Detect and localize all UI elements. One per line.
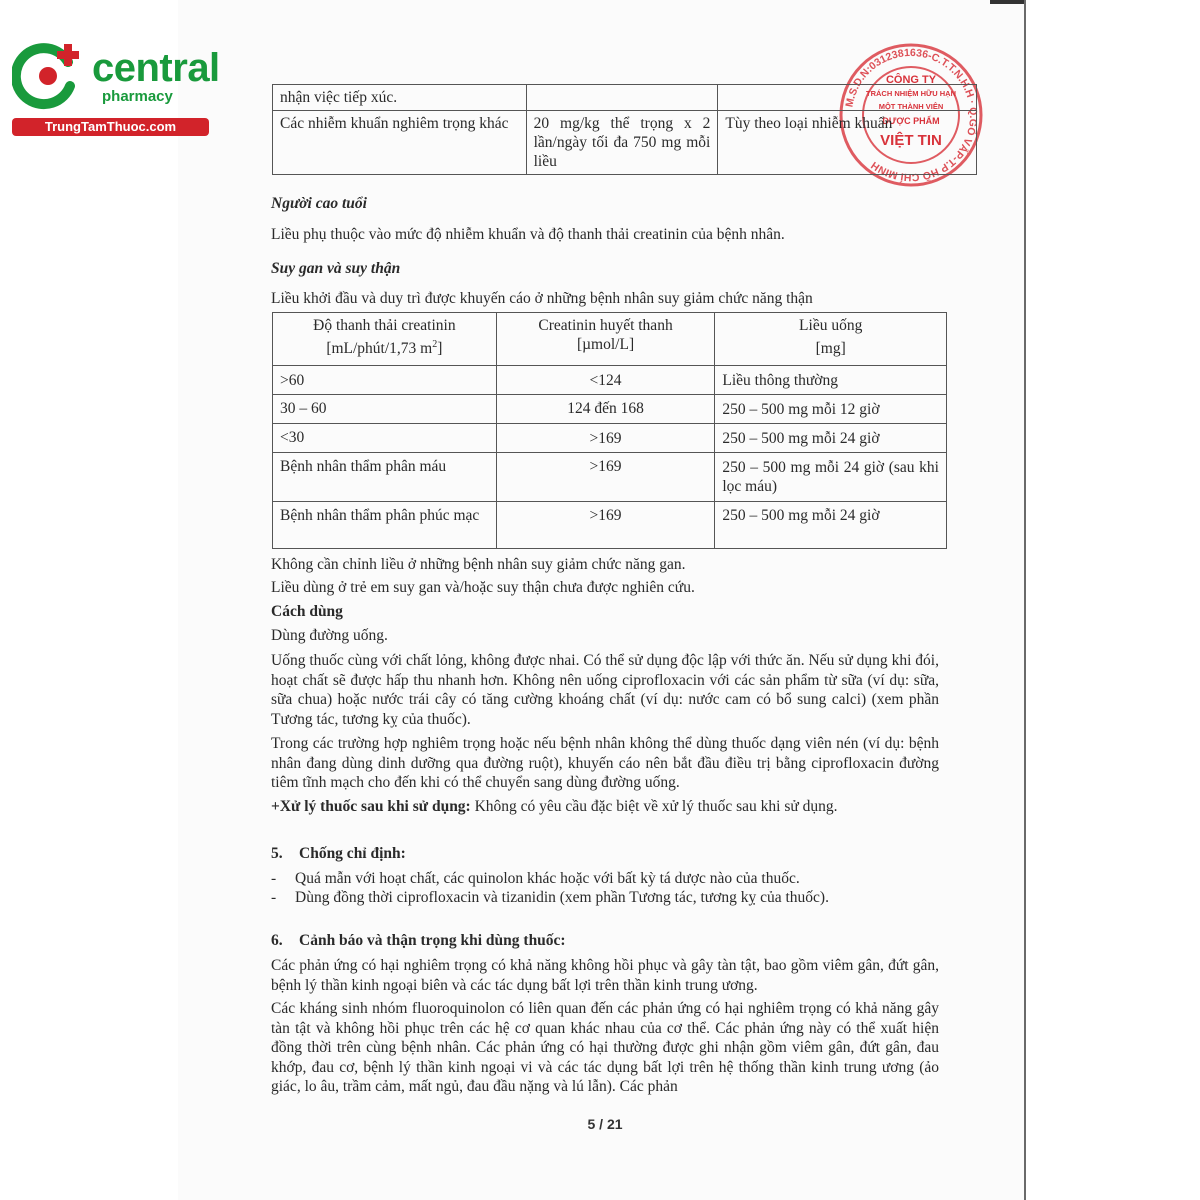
list-item: - Quá mẫn với hoạt chất, các quinolon khác hoặc với bất kỳ tá dược nào của thuốc. <box>271 870 800 887</box>
elderly-text: Liều phụ thuộc vào mức độ nhiễm khuẩn và độ thanh thải creatinin của bệnh nhân. <box>271 226 785 243</box>
heading-elderly: Người cao tuổi <box>271 195 367 212</box>
seal-line-3: MỘT THÀNH VIÊN <box>878 102 944 111</box>
table-cell: Bệnh nhân thẩm phân phúc mạc <box>273 502 497 549</box>
table-cell: 250 – 500 mg mỗi 24 giờ <box>715 424 947 453</box>
section-5-heading: 5. Chống chỉ định: <box>271 845 406 862</box>
table-cell: <30 <box>273 424 497 453</box>
renal-dosage-table <box>272 312 947 549</box>
table-row <box>273 366 947 395</box>
table-header-row <box>273 313 947 366</box>
dosage-table-continued <box>272 84 977 175</box>
usage-paragraph-1: Uống thuốc cùng với chất lỏng, không được nhai. Có thể sử dụng độc lập với thức ăn. Nếu sử dụng khi đói, hoạt chất sẽ được hấp thu nhanh hơn. Không nên uống ciprofloxacin với các sản phẩm từ sữa (ví dụ: sữa, sữa chua) hoặc nước trái cây có tăng cường khoáng chất (ví dụ: nước cam có bổ sung calci) (xem phần Tương tác, tương kỵ của thuốc). <box>271 652 939 728</box>
table-cell: >169 <box>496 453 715 502</box>
table-cell: 250 – 500 mg mỗi 12 giờ <box>715 395 947 424</box>
disposal-text: Không có yêu cầu đặc biệt về xử lý thuốc sau khi sử dụng. <box>470 798 838 815</box>
renal-intro: Liều khởi đầu và duy trì được khuyến cáo ở những bệnh nhân suy giảm chức năng thận <box>271 290 813 307</box>
heading-hepatic-renal: Suy gan và suy thận <box>271 260 401 277</box>
table-cell: >169 <box>496 502 715 549</box>
svg-text:M.S.D.N:0312381636-C.T.T.N.H.H: M.S.D.N:0312381636-C.T.T.N.H.H · Q.GÒ VẤP-T.P HỒ CHÍ MINH <box>843 46 980 184</box>
warning-paragraph-1: Các phản ứng có hại nghiêm trọng có khả năng không hồi phục và gây tàn tật, bao gồm viêm gân, đứt gân, bệnh lý thần kinh ngoại biên và các tác dụng bất lợi trên thần kinh trung ương. <box>271 957 939 994</box>
list-item: - Dùng đồng thời ciprofloxacin và tizanidin (xem phần Tương tác, tương kỵ của thuốc). <box>271 889 829 906</box>
page-number: 5 / 21 <box>587 1116 623 1132</box>
table-row <box>273 453 947 502</box>
table-row <box>273 85 977 111</box>
seal-line-1: CÔNG TY <box>885 74 937 86</box>
table-cell: 30 – 60 <box>273 395 497 424</box>
table-cell: Bệnh nhân thẩm phân máu <box>273 453 497 502</box>
disposal-paragraph <box>271 797 939 817</box>
table-cell: Các nhiễm khuẩn nghiêm trọng khác <box>273 111 527 175</box>
logo-brand-name: central <box>92 46 220 90</box>
warning-paragraph-2: Các kháng sinh nhóm fluoroquinolon có liên quan đến các phản ứng có hại nghiêm trọng có khả năng gây tàn tật và không hồi phục trên các hệ cơ quan khác nhau của cơ thể. Các phản ứng này có thể xuất hiện đồng thời trên cùng bệnh nhân. Các phản ứng có hại thường được ghi nhận gồm viêm gân, đứt gân, đau khớp, đau cơ, bệnh lý thần kinh ngoại vi và các tác dụng bất lợi trên hệ thống thần kinh trung ương (ảo giác, lo âu, trầm cảm, mất ngủ, đau đầu nặng và lú lẫn). Các phản <box>271 1000 939 1095</box>
disposal-label: +Xử lý thuốc sau khi sử dụng: <box>271 798 471 815</box>
table-cell: Tùy theo loại nhiễm khuẩn <box>718 111 977 175</box>
seal-line-5: VIỆT TIN <box>880 132 942 149</box>
table-cell: 250 – 500 mg mỗi 24 giờ <box>715 502 947 549</box>
usage-paragraph-2: Trong các trường hợp nghiêm trọng hoặc nếu bệnh nhân không thể dùng thuốc dạng viên nén (ví dụ: bệnh nhân đang dùng dinh dưỡng qua đường ruột), khuyến cáo nên bắt đầu điều trị bằng ciprofloxacin đường tiêm tĩnh mạch cho đến khi có thể chuyển sang dùng đường uống. <box>271 735 939 791</box>
column-header: Liều uống [mg] <box>715 313 947 366</box>
table-cell: Liều thông thường <box>715 366 947 395</box>
table-row <box>273 424 947 453</box>
table-cell: >60 <box>273 366 497 395</box>
table-cell: >169 <box>496 424 715 453</box>
seal-line-4: DƯỢC PHẨM <box>882 116 940 126</box>
pharmacy-logo-icon <box>12 40 84 112</box>
usage-route: Dùng đường uống. <box>271 627 388 644</box>
table-row <box>273 395 947 424</box>
table-cell <box>718 85 977 111</box>
table-cell <box>526 85 718 111</box>
hepatic-note: Không cần chỉnh liều ở những bệnh nhân suy giảm chức năng gan. <box>271 556 686 573</box>
column-header: Độ thanh thải creatinin [mL/phút/1,73 $m^2$] <box>273 313 497 366</box>
seal-line-2: TRÁCH NHIỆM HỮU HẠN <box>866 89 956 98</box>
table-row <box>273 502 947 549</box>
logo-subtitle: pharmacy <box>102 88 173 105</box>
table-cell: 124 đến 168 <box>496 395 715 424</box>
table-cell: 250 – 500 mg mỗi 24 giờ (sau khi lọc máu) <box>715 453 947 502</box>
table-cell: 20 mg/kg thể trọng x 2 lần/ngày tối đa 750 mg mỗi liều <box>526 111 718 175</box>
table-row <box>273 111 977 175</box>
page-edge-mark <box>990 0 1024 4</box>
column-header: Creatinin huyết thanh [µmol/L] <box>496 313 715 366</box>
pediatric-note: Liều dùng ở trẻ em suy gan và/hoặc suy thận chưa được nghiên cứu. <box>271 579 695 596</box>
table-cell: nhận việc tiếp xúc. <box>273 85 527 111</box>
table-cell: <124 <box>496 366 715 395</box>
central-pharmacy-logo[interactable] <box>12 40 222 140</box>
logo-url-badge[interactable]: TrungTamThuoc.com <box>12 118 209 136</box>
heading-usage: Cách dùng <box>271 603 343 620</box>
section-6-heading: 6. Cảnh báo và thận trọng khi dùng thuốc: <box>271 932 566 949</box>
